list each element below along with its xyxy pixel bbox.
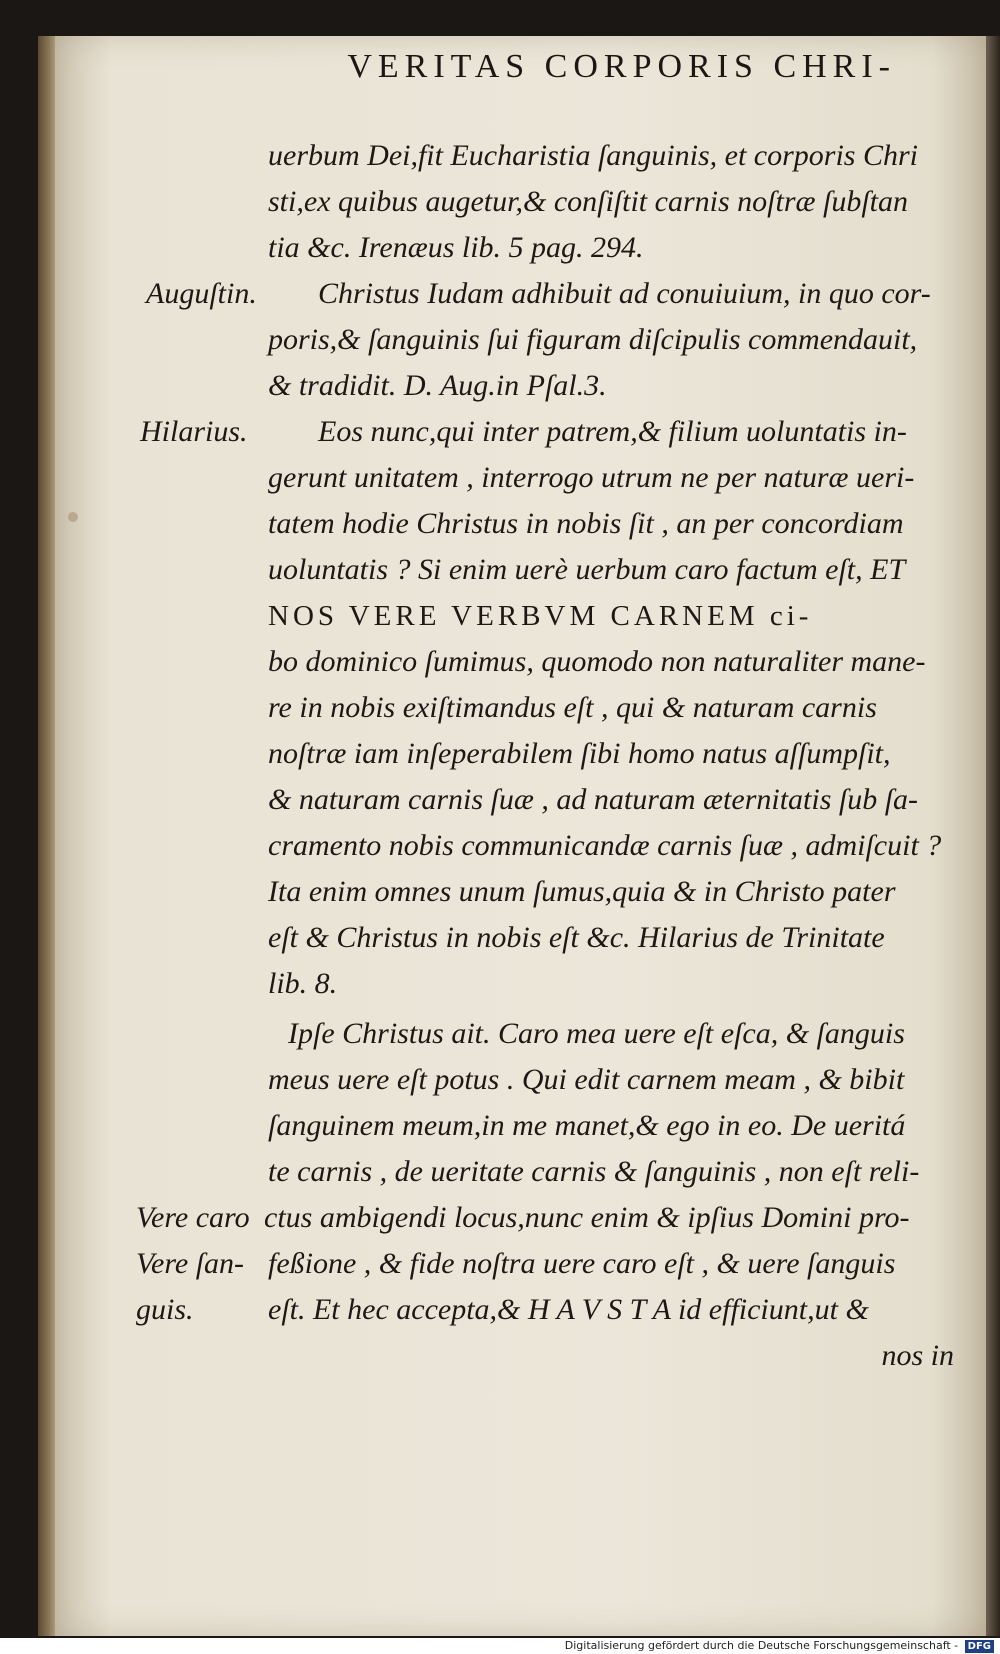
text-line: uoluntatis ? Si enim uerè uerbum caro factum eſt, ET — [268, 553, 906, 586]
margin-note-vere-caro: Vere caro — [136, 1201, 250, 1234]
text-line: feßione , & fide noſtra uere caro eſt , & uere ſanguis — [268, 1247, 896, 1280]
text-line: eſt & Christus in nobis eſt &c. Hilarius de Trinitate — [268, 921, 885, 954]
margin-note-guis: guis. — [136, 1293, 194, 1326]
footer-text: Digitalisierung gefördert durch die Deutsche Forschungsgemeinschaft - — [564, 1639, 959, 1652]
paper-stain — [68, 512, 78, 522]
text-line: cramento nobis communicandæ carnis ſuæ , admiſcuit ? — [268, 829, 942, 862]
text-line: ctus ambigendi locus,nunc enim & ipſius Domini pro- — [264, 1201, 910, 1234]
text-line: & naturam carnis ſuæ , ad naturam æternitatis ſub ſa- — [268, 783, 919, 816]
text-line: gerunt unitatem , interrogo utrum ne per naturæ ueri- — [268, 461, 915, 494]
text-line: tatem hodie Christus in nobis ſit , an per concordiam — [268, 507, 904, 540]
text-line: re in nobis exiſtimandus eſt , qui & naturam carnis — [268, 691, 877, 724]
running-head: VERITAS CORPORIS CHRI- — [347, 48, 896, 85]
text-line: te carnis , de ueritate carnis & ſanguinis , non eſt reli- — [268, 1155, 920, 1188]
margin-note-vere-san: Vere ſan- — [136, 1247, 245, 1280]
text-line: Eos nunc,qui inter patrem,& filium uoluntatis in- — [318, 415, 907, 448]
text-line: eſt. Et hec accepta,& H A V S T A id efficiunt,ut & — [268, 1293, 869, 1326]
text-line: bo dominico ſumimus, quomodo non naturaliter mane- — [268, 645, 926, 678]
text-line: Ita enim omnes unum ſumus,quia & in Christo pater — [268, 875, 896, 908]
text-line-capitals: NOS VERE VERBVM CARNEM ci- — [268, 600, 813, 632]
text-line: poris,& ſanguinis ſui figuram diſcipulis commendauit, — [268, 323, 918, 356]
catchword: nos in — [881, 1339, 954, 1372]
text-line: Ipſe Christus ait. Caro mea uere eſt eſca, & ſanguis — [288, 1017, 905, 1050]
digitization-footer — [0, 1638, 1000, 1654]
dfg-logo: DFG — [965, 1640, 994, 1653]
text-line: meus uere eſt potus . Qui edit carnem meam , & bibit — [268, 1063, 905, 1096]
text-line: ſanguinem meum,in me manet,& ego in eo. De ueritá — [268, 1109, 906, 1142]
text-line: noſtræ iam inſeperabilem ſibi homo natus aſſumpſit, — [268, 737, 891, 770]
margin-note-augustin: Auguſtin. — [146, 277, 257, 310]
text-line: uerbum Dei,fit Eucharistia ſanguinis, et corporis Chri — [268, 139, 918, 172]
text-line: Christus Iudam adhibuit ad conuiuium, in quo cor- — [318, 277, 931, 310]
text-line: tia &c. Irenæus lib. 5 pag. 294. — [268, 231, 644, 264]
text-line: sti,ex quibus augetur,& conſiſtit carnis noſtræ ſubſtan — [268, 185, 909, 218]
text-line: lib. 8. — [268, 967, 338, 1000]
text-line: & tradidit. D. Aug.in Pſal.3. — [268, 369, 607, 402]
margin-note-hilarius: Hilarius. — [140, 415, 248, 448]
